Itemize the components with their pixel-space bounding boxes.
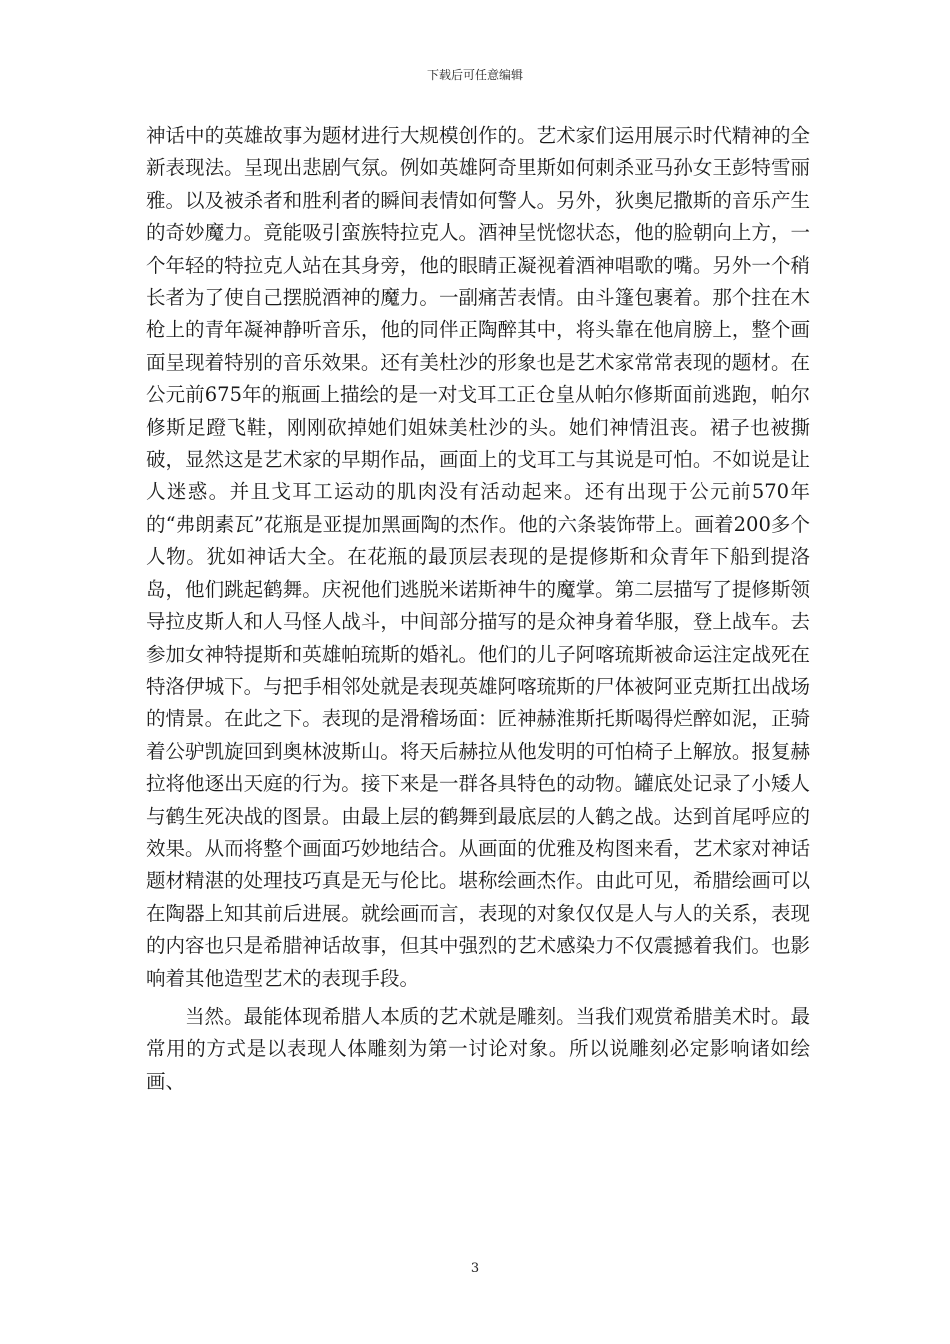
paragraph: 神话中的英雄故事为题材进行大规模创作的。艺术家们运用展示时代精神的全新表现法。呈现出悲剧气氛。例如英雄阿奇里斯如何刺杀亚马孙女王彭特雪丽雅。以及被杀者和胜利者的瞬间表情如何警人。另外，狄奥尼撒斯的音乐产生的奇妙魔力。竟能吸引蛮族特拉克人。酒神呈恍惚状态，他的脸朝向上方，一个年轻的特拉克人站在其身旁，他的眼睛正凝视着酒神唱歌的嘴。另外一个稍长者为了使自己摆脱酒神的魔力。一副痛苦表情。由斗篷包裹着。那个拄在木枪上的青年凝神静听音乐，他的同伴正陶醉其中，将头靠在他肩膀上，整个画面呈现着特别的音乐效果。还有美杜沙的形象也是艺术家常常表现的题材。在公元前675年的瓶画上描绘的是一对戈耳工正仓皇从帕尔修斯面前逃跑，帕尔修斯足蹬飞鞋，刚刚砍掉她们姐妹美杜沙的头。她们神情沮丧。裙子也被撕破，显然这是艺术家的早期作品，画面上的戈耳工与其说是可怕。不如说是让人迷惑。并且戈耳工运动的肌肉没有活动起来。还有出现于公元前570年的“弗朗素瓦”花瓶是亚提加黑画陶的杰作。他的六条装饰带上。画着200多个人物。犹如神话大全。在花瓶的最顶层表现的是提修斯和众青年下船到提洛岛，他们跳起鹤舞。庆祝他们逃脱米诺斯神牛的魔掌。第二层描写了提修斯领导拉皮斯人和人马怪人战斗，中间部分描写的是众神身着华服，登上战车。去参加女神特提斯和英雄帕琉斯的婚礼。他们的儿子阿喀琉斯被命运注定战死在特洛伊城下。与把手相邻处就是表现英雄阿喀琉斯的尸体被阿亚克斯扛出战场的情景。在此之下。表现的是滑稽场面：匠神赫淮斯托斯喝得烂醉如泥，正骑着公驴凯旋回到奥林波斯山。将天后赫拉从他发明的可怕椅子上解放。报复赫拉将他逐出天庭的行为。接下来是一群各具特色的动物。罐底处记录了小矮人与鹤生死决战的图景。由最上层的鹤舞到最底层的人鹤之战。达到首尾呼应的效果。从而将整个画面巧妙地结合。从画面的优雅及构图来看，艺术家对神话题材精湛的处理技巧真是无与伦比。堪称绘画杰作。由此可见，希腊绘画可以在陶器上知其前后进展。就绘画而言，表现的对象仅仅是人与人的关系，表现的内容也只是希腊神话故事，但其中强烈的艺术感染力不仅震撼着我们。也影响着其他造型艺术的表现手段。 (146, 124, 810, 990)
paragraph: 当然。最能体现希腊人本质的艺术就是雕刻。当我们观赏希腊美术时。最常用的方式是以表现人体雕刻为第一讨论对象。所以说雕刻必定影响诸如绘画、 (146, 1004, 810, 1093)
document-body (146, 120, 810, 1098)
page-number: 3 (470, 1261, 480, 1276)
page-header: 下载后可任意编辑 (426, 68, 523, 82)
